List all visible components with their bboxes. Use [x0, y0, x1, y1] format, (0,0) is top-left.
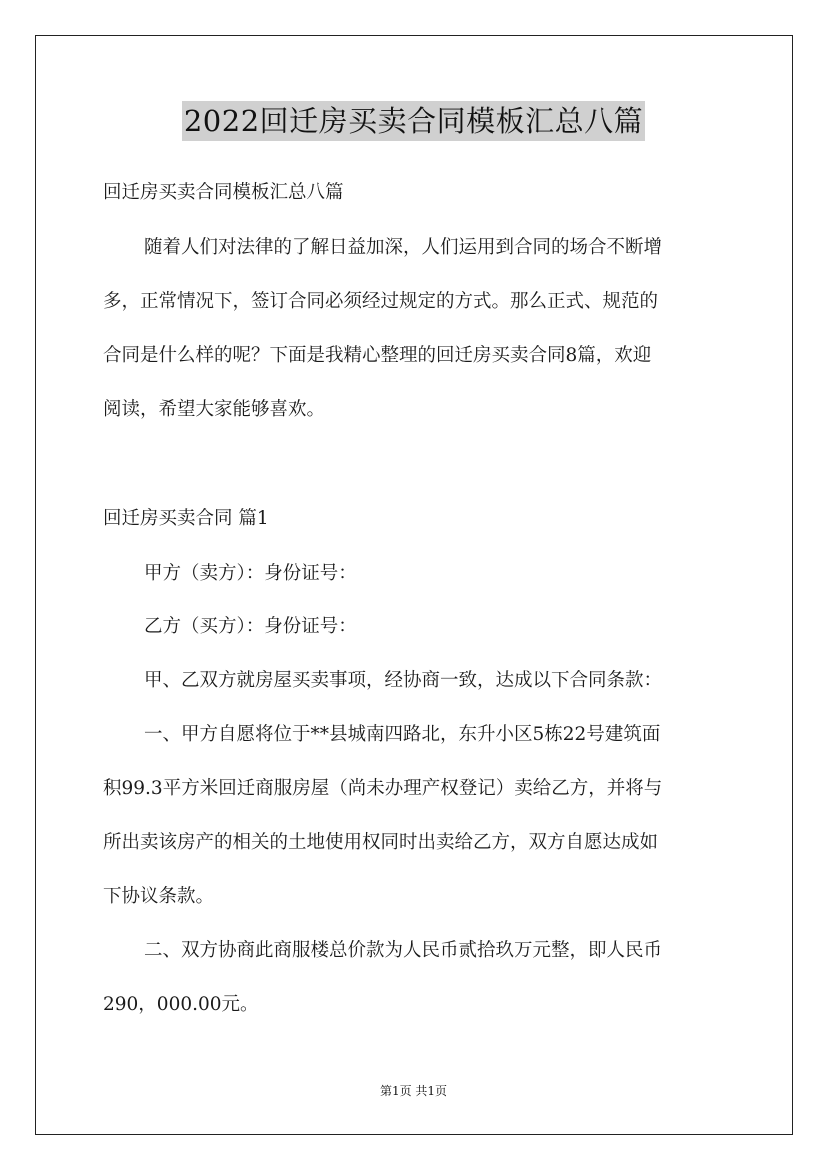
intro-line-2: 多，正常情况下，签订合同必须经过规定的方式。那么正式、规范的 — [103, 291, 659, 312]
title-wrap — [0, 101, 827, 141]
section-heading: 回迁房买卖合同 篇1 — [103, 508, 269, 529]
document-title: 2022回迁房买卖合同模板汇总八篇 — [182, 101, 645, 141]
party-a-line: 甲方（卖方）：身份证号： — [144, 563, 357, 584]
clause-2-line-2: 290，000.00元。 — [103, 994, 259, 1015]
clause-1-line-4: 下协议条款。 — [103, 886, 215, 907]
intro-line-4: 阅读，希望大家能够喜欢。 — [103, 399, 326, 420]
clause-1-line-3: 所出卖该房产的相关的土地使用权同时出卖给乙方，双方自愿达成如 — [103, 832, 659, 853]
intro-line-1: 随着人们对法律的了解日益加深，人们运用到合同的场合不断增 — [144, 237, 663, 258]
clause-1-line-2: 积99.3平方米回迁商服房屋（尚未办理产权登记）卖给乙方，并将与 — [103, 778, 663, 799]
clause-1-line-1: 一、甲方自愿将位于**县城南四路北，东升小区5栋22号建筑面 — [144, 724, 661, 745]
page-footer: 第1页 共1页 — [379, 1084, 448, 1098]
intro-line-3: 合同是什么样的呢？下面是我精心整理的回迁房买卖合同8篇，欢迎 — [103, 345, 652, 366]
clause-2-line-1: 二、双方协商此商服楼总价款为人民币贰拾玖万元整，即人民币 — [144, 940, 663, 961]
agreement-intro: 甲、乙双方就房屋买卖事项，经协商一致，达成以下合同条款： — [144, 670, 663, 691]
party-b-line: 乙方（买方）：身份证号： — [144, 616, 357, 637]
document-subtitle: 回迁房买卖合同模板汇总八篇 — [103, 182, 344, 203]
